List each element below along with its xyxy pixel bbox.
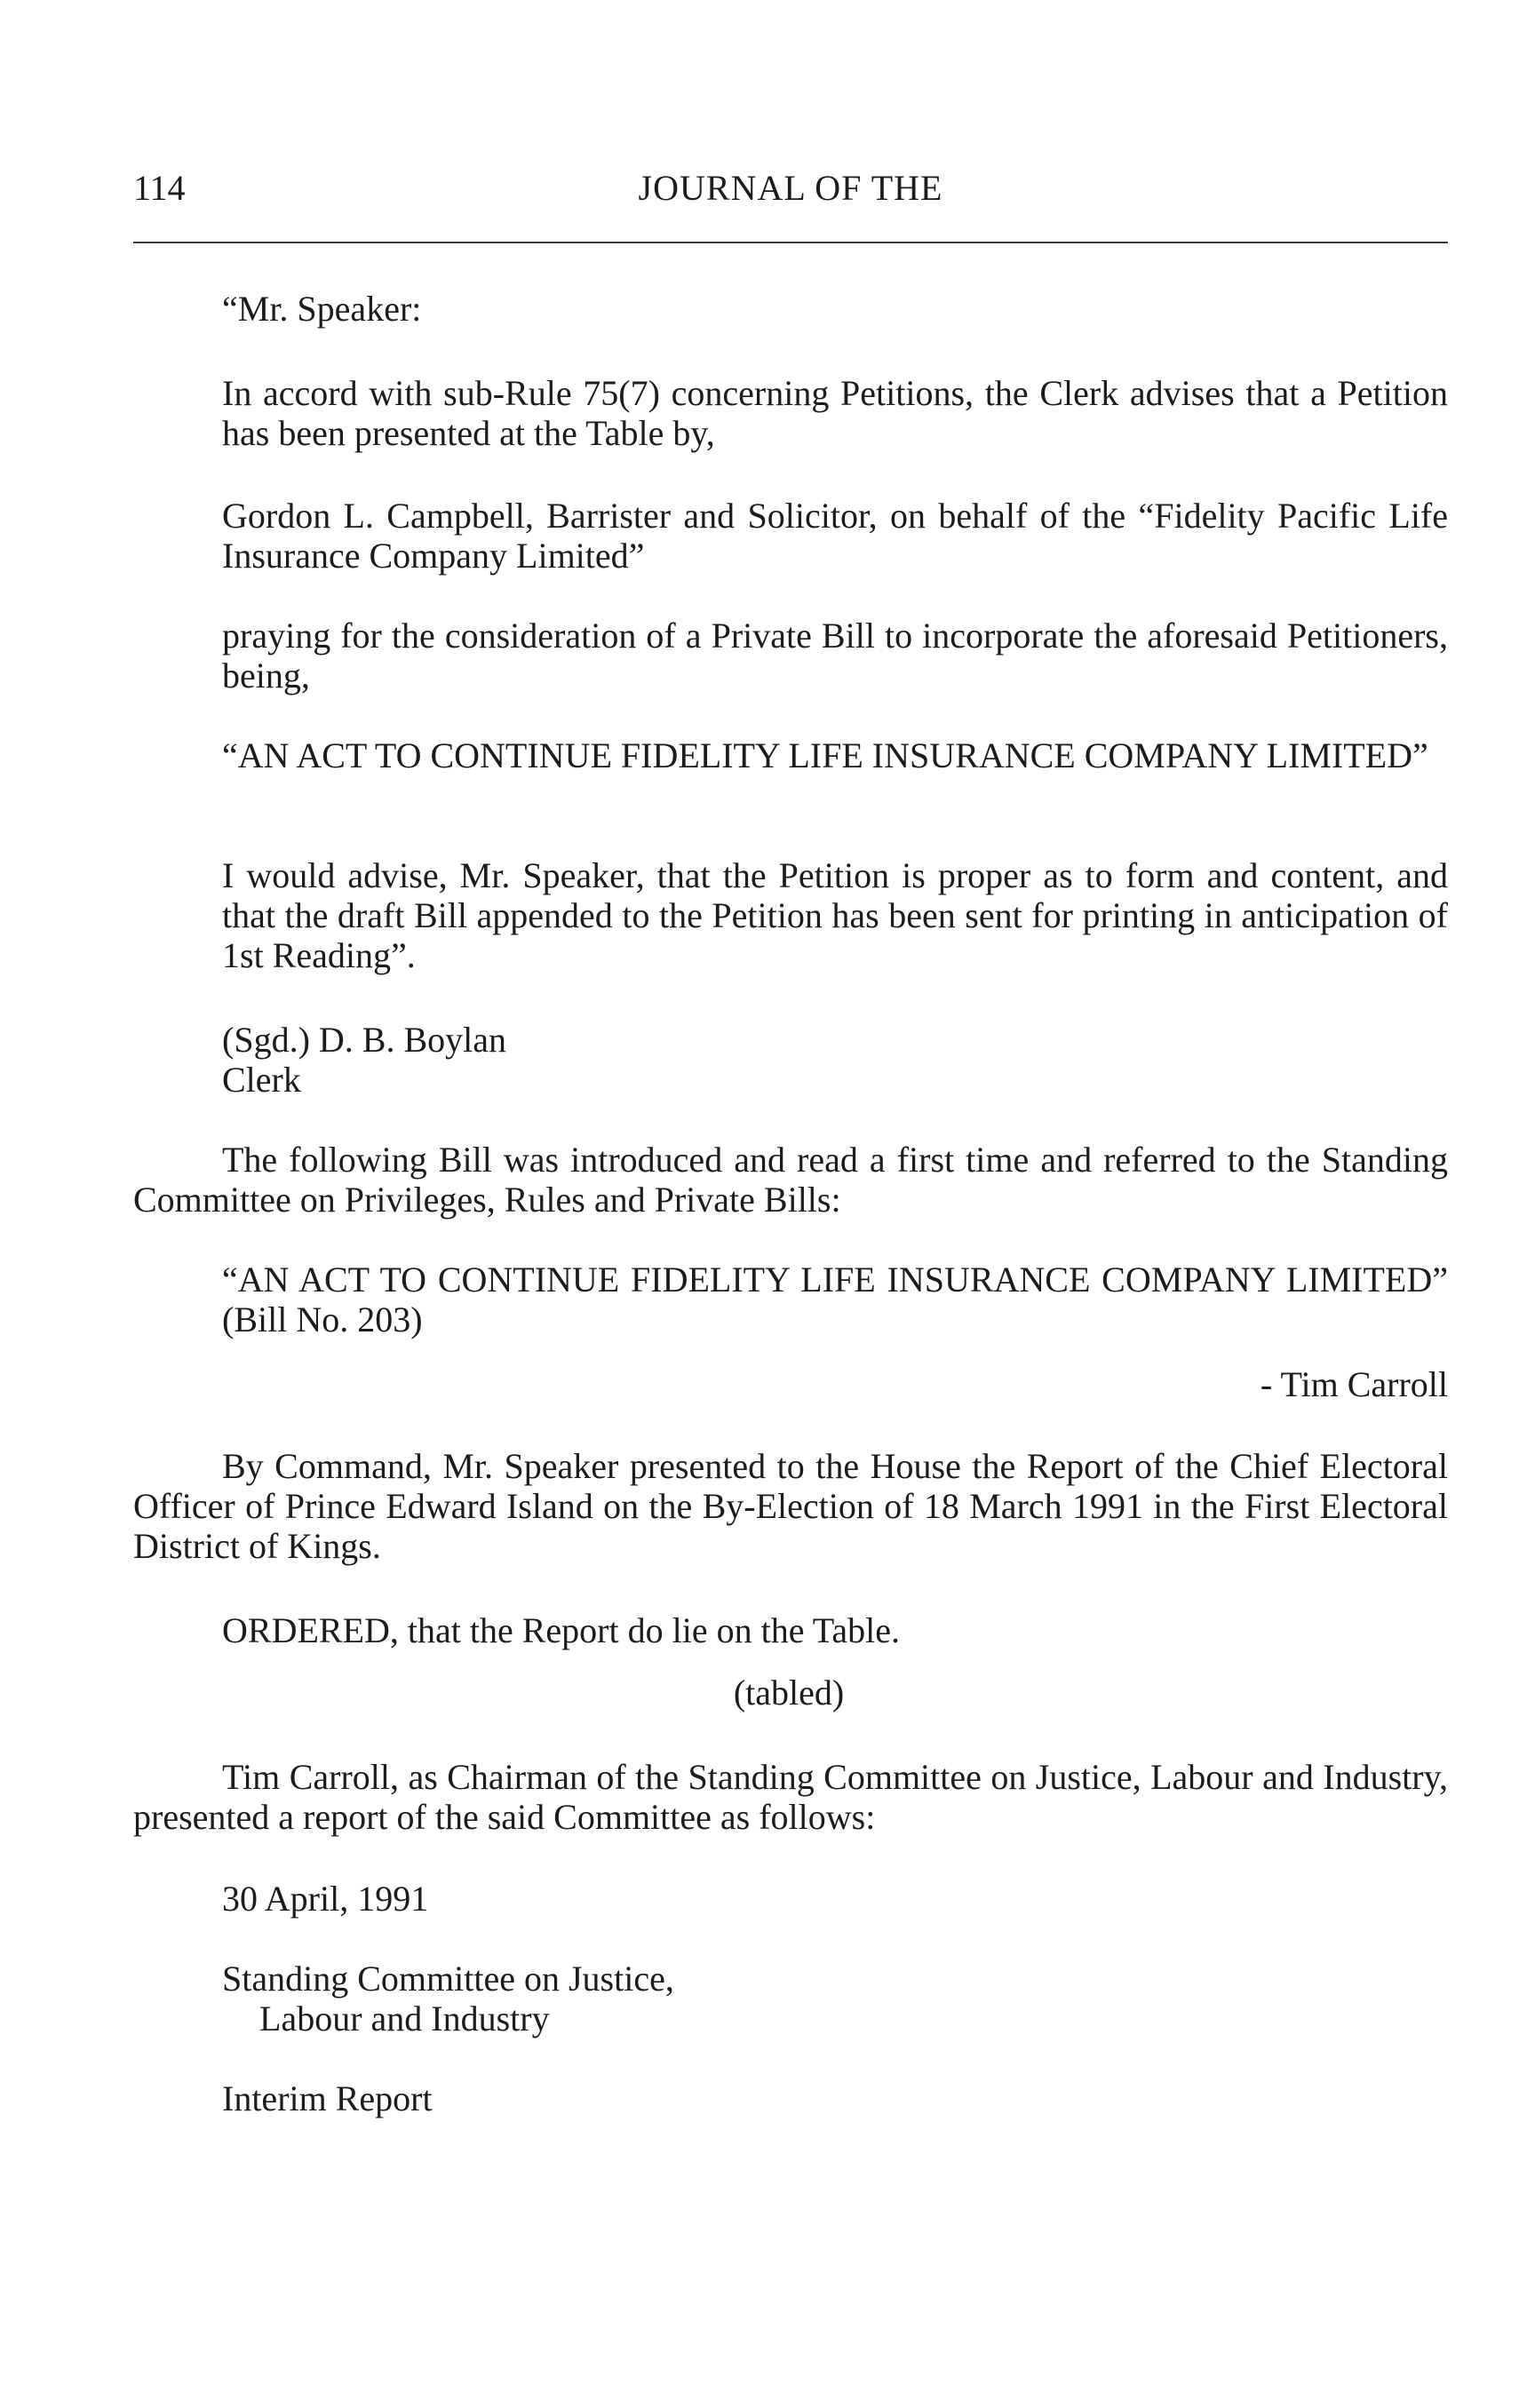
header-rule [133,242,1448,243]
paragraph-petitioner: Gordon L. Campbell, Barrister and Solicitor, on behalf of the “Fidelity Pacific Life Insurance Company Limited” [222,496,1448,576]
paragraph-command: By Command, Mr. Speaker presented to the House the Report of the Chief Electoral Officer of Prince Edward Island on the By-Election of 18 March 1991 in the First Electoral District of Kings. [133,1446,1448,1566]
paragraph-ordered: ORDERED, that the Report do lie on the Table. [222,1610,900,1650]
page-header [133,167,1448,211]
report-type: Interim Report [222,2078,433,2118]
page-number: 114 [133,168,186,208]
committee-name [222,1959,1448,2038]
bill-sponsor: - Tim Carroll [1260,1364,1448,1404]
running-head: JOURNAL OF THE [638,168,943,208]
signature-name: (Sgd.) D. B. Boylan [222,1020,506,1060]
salutation: “Mr. Speaker: [222,289,422,329]
signature-title: Clerk [222,1060,301,1100]
paragraph-subrule: In accord with sub-Rule 75(7) concerning Petitions, the Clerk advises that a Petition has been presented at the Table by, [222,373,1448,453]
committee-line-1: Standing Committee on Justice, [222,1959,674,1999]
paragraph-praying: praying for the consideration of a Private Bill to incorporate the aforesaid Petitioners, being, [222,616,1448,695]
tabled-text: (tabled) [733,1673,845,1713]
paragraph-advise: I would advise, Mr. Speaker, that the Petition is proper as to form and content, and that the draft Bill appended to the Petition has been sent for printing in anticipation of 1st Reading”. [222,855,1448,975]
bill-title: “AN ACT TO CONTINUE FIDELITY LIFE INSURANCE COMPANY LIMITED” (Bill No. 203) [222,1260,1448,1339]
act-title: “AN ACT TO CONTINUE FIDELITY LIFE INSURANCE COMPANY LIMITED” [222,735,1428,775]
signature-block [222,1020,1448,1100]
paragraph-bill-intro: The following Bill was introduced and read a first time and referred to the Standing Committee on Privileges, Rules and Private Bills: [133,1140,1448,1220]
tabled-note [133,1673,1448,1713]
paragraph-carroll: Tim Carroll, as Chairman of the Standing Committee on Justice, Labour and Industry, presented a report of the said Committee as follows: [133,1757,1448,1837]
report-date: 30 April, 1991 [222,1879,429,1919]
committee-line-2: Labour and Industry [259,1999,550,2038]
